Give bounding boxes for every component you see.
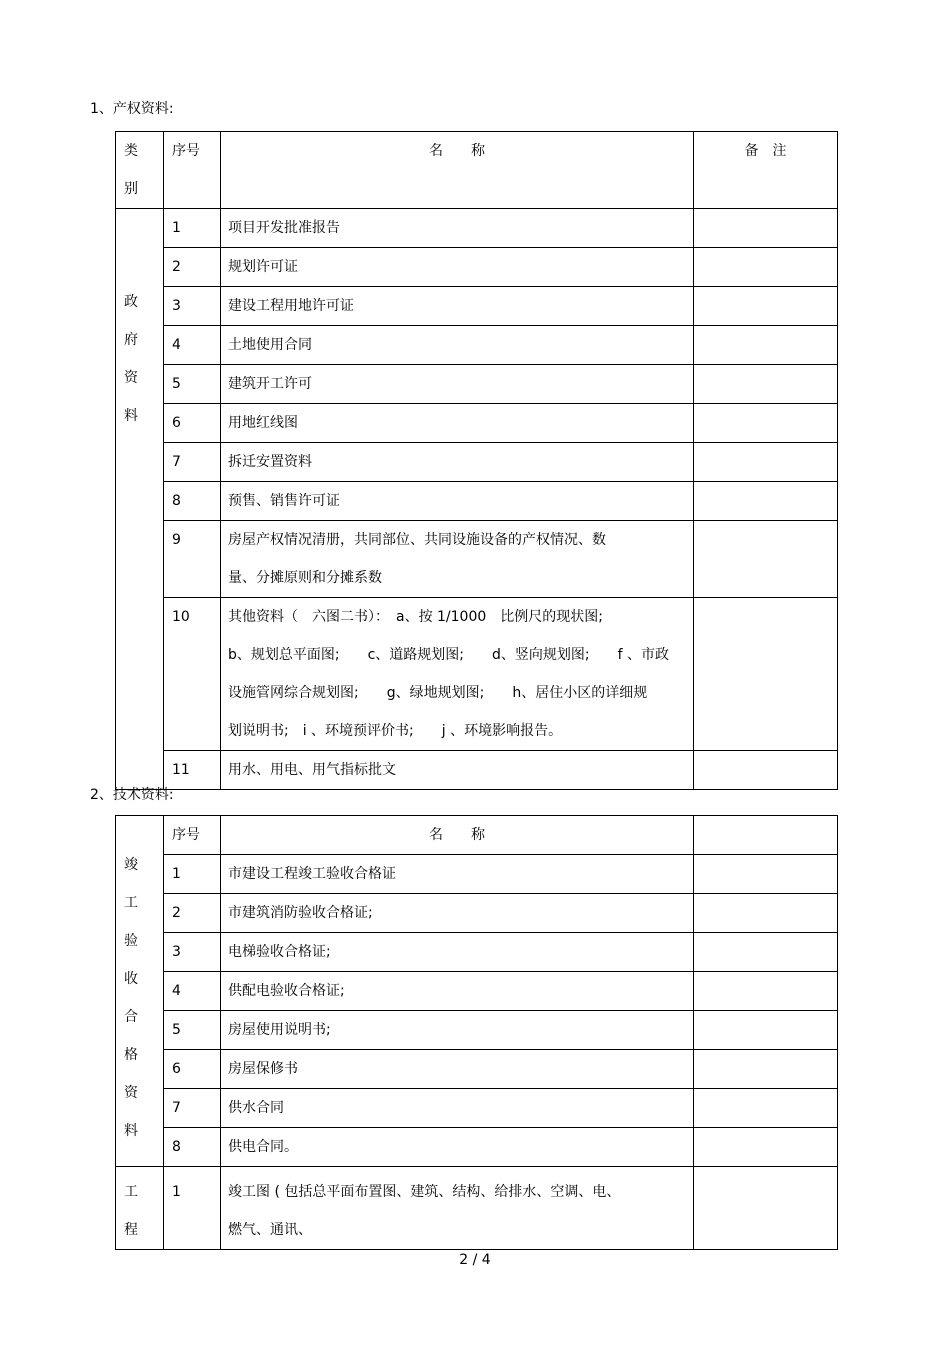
row-name-line: 燃气、通讯、 [228,1222,312,1238]
category-char: 资 [124,1085,138,1101]
row-number: 4 [164,326,221,365]
table-row [116,209,838,248]
row-name-line: 供电合同。 [228,1139,298,1155]
row-name [221,248,694,287]
category-char: 竣 [124,857,138,873]
row-name-line: 供配电验收合格证; [228,983,345,999]
category-char: 程 [124,1222,138,1238]
table-row [116,248,838,287]
row-number: 2 [164,894,221,933]
row-name-line: 房屋产权情况清册，共同部位、共同设施设备的产权情况、数 [228,532,606,548]
header-row [116,132,838,209]
table-row [116,482,838,521]
row-number: 1 [164,855,221,894]
header-row [116,816,838,855]
row-name-line: 市建筑消防验收合格证; [228,905,373,921]
section-2-heading: 2、技术资料: [90,787,174,803]
property-documents-table [115,131,838,790]
table-row [116,598,838,751]
row-number: 11 [164,751,221,790]
category-char: 工 [124,1184,138,1200]
row-remark [694,365,838,404]
row-name [221,598,694,751]
row-number: 10 [164,598,221,751]
row-number: 9 [164,521,221,598]
row-name-line: 预售、销售许可证 [228,493,340,509]
row-remark [694,1128,838,1167]
header-number: 序号 [164,816,221,855]
row-name-line: 拆迁安置资料 [228,454,312,470]
row-name [221,365,694,404]
row-remark [694,751,838,790]
row-remark [694,972,838,1011]
row-remark [694,404,838,443]
row-remark [694,855,838,894]
row-remark [694,1089,838,1128]
header-category-char: 别 [124,181,138,197]
row-number: 3 [164,933,221,972]
row-name-line: 用地红线图 [228,415,298,431]
category-char: 料 [124,1123,138,1139]
row-name [221,972,694,1011]
row-name-line: 房屋保修书 [228,1061,298,1077]
table-row [116,521,838,598]
category-char: 府 [124,332,138,348]
row-name [221,1050,694,1089]
table-row [116,1167,838,1250]
table-row [116,855,838,894]
row-name [221,751,694,790]
table-row [116,404,838,443]
row-number: 8 [164,1128,221,1167]
row-number: 5 [164,1011,221,1050]
header-category [116,132,164,209]
table-row [116,1011,838,1050]
row-remark [694,1167,838,1250]
category-engineering [116,1167,164,1250]
row-name-line: 项目开发批准报告 [228,220,340,236]
header-number: 序号 [164,132,221,209]
row-name [221,855,694,894]
row-name [221,1167,694,1250]
row-number: 6 [164,1050,221,1089]
table-row [116,1050,838,1089]
table-row [116,287,838,326]
category-government [116,209,164,790]
row-name-line: 竣工图 ( 包括总平面布置图、建筑、结构、给排水、空调、电、 [228,1184,621,1200]
row-name-line: 市建设工程竣工验收合格证 [228,866,396,882]
row-name [221,443,694,482]
row-name [221,287,694,326]
row-name [221,209,694,248]
section-1-heading: 1、产权资料: [90,101,174,117]
table-row [116,1089,838,1128]
page-number: 2 / 4 [459,1252,491,1268]
row-name [221,894,694,933]
row-number: 3 [164,287,221,326]
table-row [116,972,838,1011]
category-char: 收 [124,971,138,987]
category-char: 料 [124,408,138,424]
row-remark [694,894,838,933]
header-name: 名 称 [221,132,694,209]
row-name-line: 用水、用电、用气指标批文 [228,762,396,778]
category-char: 工 [124,895,138,911]
category-char: 合 [124,1009,138,1025]
row-name [221,1011,694,1050]
row-remark [694,933,838,972]
row-remark [694,521,838,598]
row-name [221,1089,694,1128]
row-number: 7 [164,443,221,482]
row-name [221,1128,694,1167]
row-remark [694,1011,838,1050]
row-remark [694,248,838,287]
category-char: 验 [124,933,138,949]
row-name-line: 房屋使用说明书; [228,1022,331,1038]
technical-documents-table [115,815,838,1250]
row-remark [694,482,838,521]
row-remark [694,287,838,326]
row-remark [694,209,838,248]
row-name-line: 划说明书; i 、环境预评价书; j 、环境影响报告。 [228,723,563,739]
table-row [116,894,838,933]
header-remark [694,816,838,855]
row-name-line: 供水合同 [228,1100,284,1116]
row-name-line: 建筑开工许可 [228,376,312,392]
row-name-line: 设施管网综合规划图; g、绿地规划图; h、居住小区的详细规 [228,685,648,701]
row-number: 7 [164,1089,221,1128]
row-number: 5 [164,365,221,404]
row-name-line: 土地使用合同 [228,337,312,353]
table-row [116,933,838,972]
table-row [116,751,838,790]
row-remark [694,598,838,751]
header-name: 名 称 [221,816,694,855]
row-name-line: 电梯验收合格证; [228,944,331,960]
row-number: 2 [164,248,221,287]
row-remark [694,326,838,365]
row-name [221,521,694,598]
row-name [221,482,694,521]
row-number: 8 [164,482,221,521]
row-remark [694,1050,838,1089]
category-acceptance [116,816,164,1167]
row-name-line: 其他资料（ 六图二书）： a、按 1/1000 比例尺的现状图; [228,609,603,625]
row-name [221,404,694,443]
row-name-line: b、规划总平面图; c、道路规划图; d、竖向规划图; f 、市政 [228,647,669,663]
row-remark [694,443,838,482]
category-char: 格 [124,1047,138,1063]
category-char: 资 [124,370,138,386]
row-name-line: 规划许可证 [228,259,298,275]
row-name [221,933,694,972]
category-char: 政 [124,294,138,310]
row-name-line: 量、分摊原则和分摊系数 [228,570,382,586]
row-number: 4 [164,972,221,1011]
table-row [116,1128,838,1167]
table-row [116,443,838,482]
row-number: 1 [164,209,221,248]
header-category-char: 类 [124,143,138,159]
row-name [221,326,694,365]
row-number: 6 [164,404,221,443]
table-row [116,326,838,365]
row-name-line: 建设工程用地许可证 [228,298,354,314]
header-remark: 备 注 [694,132,838,209]
row-number: 1 [164,1167,221,1250]
table-row [116,365,838,404]
